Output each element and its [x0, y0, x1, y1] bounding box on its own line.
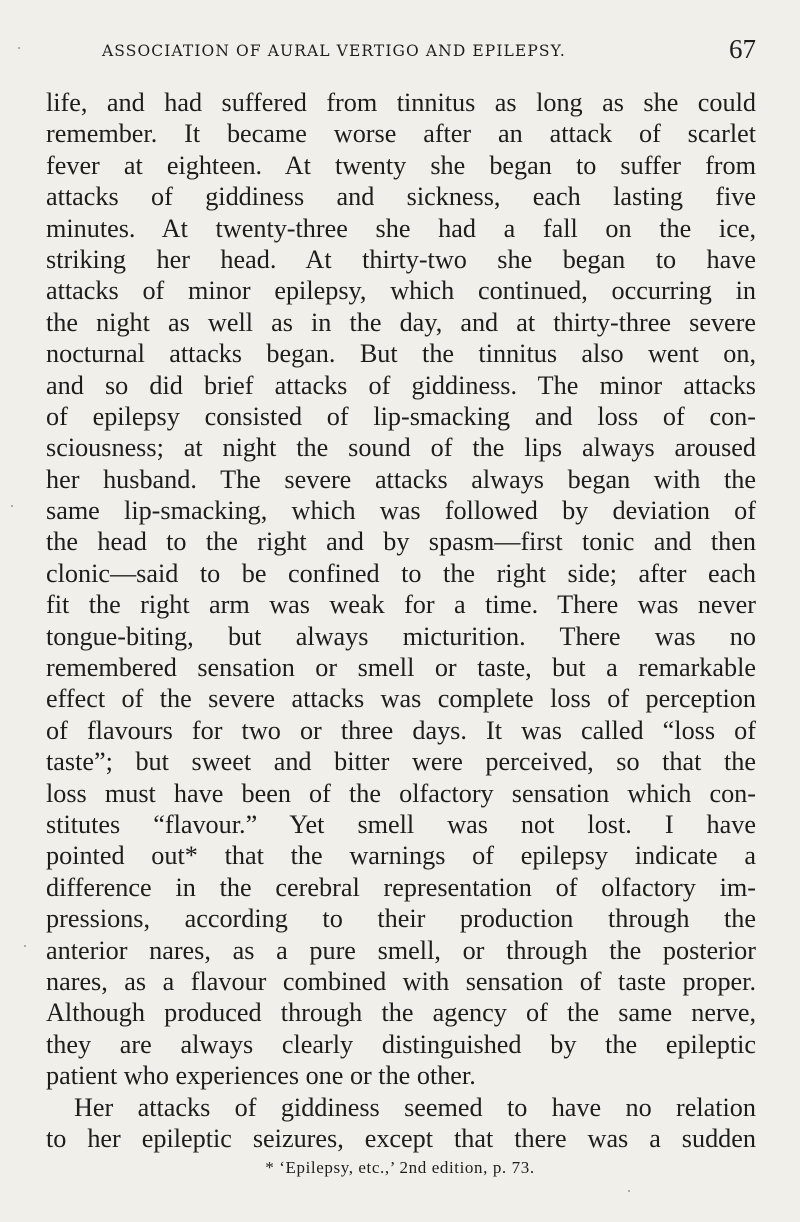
text-line: patient who experiences one or the other. — [46, 1061, 476, 1091]
running-head — [46, 36, 756, 70]
text-line: attacks of giddiness and sickness, each lasting five — [46, 182, 756, 212]
paper-speck — [628, 1190, 630, 1192]
text-line: and so did brief attacks of giddiness. The minor attacks — [46, 370, 756, 400]
text-line: stitutes “flavour.” Yet smell was not lost. I have — [46, 809, 756, 839]
text-line: the head to the right and by spasm—first tonic and then — [46, 527, 756, 557]
paper-speck — [11, 505, 13, 507]
text-line: anterior nares, as a pure smell, or through the posterior — [46, 935, 756, 965]
text-line: taste”; but sweet and bitter were perceived, so that the — [46, 747, 756, 777]
text-line: pointed out* that the warnings of epilepsy indicate a — [46, 841, 756, 871]
text-line: minutes. At twenty-three she had a fall on the ice, — [46, 213, 756, 243]
text-line: to her epileptic seizures, except that there was a sudden — [46, 1123, 756, 1153]
paragraph-2 — [46, 1092, 756, 1155]
body-text — [46, 87, 756, 1154]
footnote: * ‘Epilepsy, etc.,’ 2nd edition, p. 73. — [265, 1158, 535, 1177]
text-line: remembered sensation or smell or taste, but a remarkable — [46, 653, 756, 683]
text-line: tongue-biting, but always micturition. There was no — [46, 621, 756, 651]
text-line: difference in the cerebral representation of olfactory im- — [46, 872, 756, 902]
text-line: nocturnal attacks began. But the tinnitus also went on, — [46, 339, 756, 369]
text-line: sciousness; at night the sound of the lips always aroused — [46, 433, 756, 463]
text-line: Her attacks of giddiness seemed to have no relation — [74, 1092, 756, 1122]
paper-speck — [18, 47, 20, 49]
text-line: fever at eighteen. At twenty she began to suffer from — [46, 150, 756, 180]
text-line: her husband. The severe attacks always began with the — [46, 464, 756, 494]
text-line: pressions, according to their production through the — [46, 904, 756, 934]
text-line: Although produced through the agency of the same nerve, — [46, 998, 756, 1028]
page-number: 67 — [729, 34, 756, 64]
text-line: life, and had suffered from tinnitus as long as she could — [46, 88, 756, 117]
text-line: fit the right arm was weak for a time. There was never — [46, 590, 756, 620]
text-line: effect of the severe attacks was complete loss of perception — [46, 684, 756, 714]
text-line: the night as well as in the day, and at thirty-three severe — [46, 307, 756, 337]
text-line: same lip-smacking, which was followed by deviation of — [46, 496, 756, 526]
paragraph-1 — [46, 87, 756, 1092]
text-line: clonic—said to be confined to the right side; after each — [46, 558, 756, 588]
text-line: of flavours for two or three days. It was called “loss of — [46, 715, 756, 745]
text-line: remember. It became worse after an attack of scarlet — [46, 119, 756, 149]
text-line: of epilepsy consisted of lip-smacking and loss of con- — [46, 401, 756, 431]
text-line: striking her head. At thirty-two she began to have — [46, 244, 756, 274]
paper-speck — [24, 945, 26, 947]
text-line: loss must have been of the olfactory sensation which con- — [46, 778, 756, 808]
running-title: ASSOCIATION OF AURAL VERTIGO AND EPILEPSY. — [102, 42, 566, 60]
text-line: nares, as a flavour combined with sensation of taste proper. — [46, 966, 756, 996]
text-line: attacks of minor epilepsy, which continued, occurring in — [46, 276, 756, 306]
text-line: they are always clearly distinguished by the epileptic — [46, 1029, 756, 1059]
